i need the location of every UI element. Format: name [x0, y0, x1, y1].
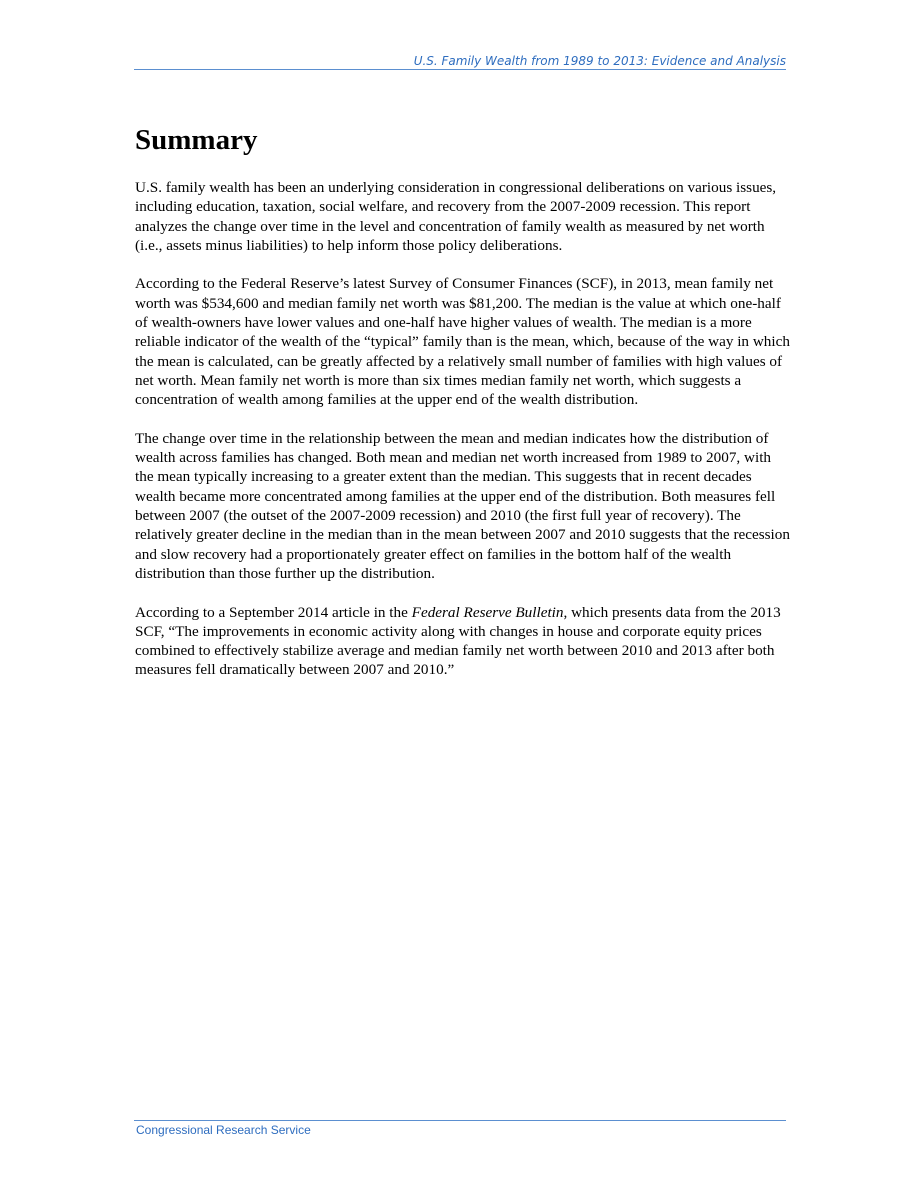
paragraph: [135, 603, 790, 680]
footer-organization: Congressional Research Service: [136, 1123, 311, 1137]
paragraph-text: According to a September 2014 article in the: [135, 603, 412, 621]
summary-body: [135, 178, 790, 699]
publication-title: Federal Reserve Bulletin: [411, 603, 564, 621]
paragraph: U.S. family wealth has been an underlying consideration in congressional deliberations on various issues, including education, taxation, social welfare, and recovery from the 2007-2009 recession. This report analyzes the change over time in the level and concentration of family wealth as measured by net worth (i.e., assets minus liabilities) to help inform those policy deliberations.: [135, 179, 777, 254]
footer-rule: [134, 1120, 786, 1121]
header-rule: [134, 69, 786, 70]
paragraph-text: , which presents data from the 2013 SCF, “The improvements in economic activity along with changes in house and corporate equity prices combined to effectively stabilize average and median family net worth between 2010 and 2013 after both measures fell dramatically between 2007 and 2010.”: [135, 603, 781, 679]
paragraph: The change over time in the relationship between the mean and median indicates how the distribution of wealth across families has changed. Both mean and median net worth increased from 1989 to 2007, with the mean typically increasing to a greater extent than the median. This suggests that in recent decades wealth became more concentrated among families at the upper end of the distribution. Both measures fell between 2007 (the outset of the 2007-2009 recession) and 2010 (the first full year of recovery). The relatively greater decline in the median than in the mean between 2007 and 2010 suggests that the recession and slow recovery had a proportionately greater effect on families in the bottom half of the wealth distribution than those further up the distribution.: [135, 429, 790, 582]
section-title: Summary: [135, 124, 258, 156]
paragraph: According to the Federal Reserve’s latest Survey of Consumer Finances (SCF), in 2013, mean family net worth was $534,600 and median family net worth was $81,200. The median is the value at which one-half of wealth-owners have lower values and one-half have higher values of wealth. The median is a more reliable indicator of the wealth of the “typical” family than is the mean, which, because of the way in which the mean is calculated, can be greatly affected by a relatively small number of families with high values of net worth. Mean family net worth is more than six times median family net worth, which suggests a concentration of wealth among families at the upper end of the wealth distribution.: [135, 275, 790, 409]
running-header: U.S. Family Wealth from 1989 to 2013: Evidence and Analysis: [413, 54, 786, 68]
